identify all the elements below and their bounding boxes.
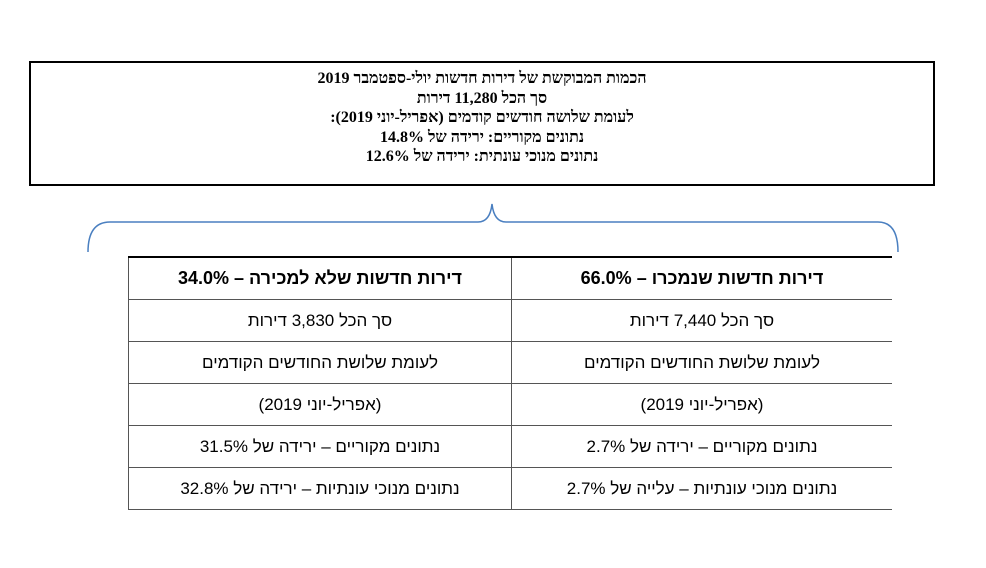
cell-sold-seasonal: נתונים מנוכי עונתיות – עלייה של 2.7% — [512, 468, 893, 510]
cell-unsold-total: סך הכל 3,830 דירות — [129, 300, 512, 342]
table-row — [129, 342, 893, 384]
brace-path — [88, 204, 898, 252]
table-row — [129, 384, 893, 426]
cell-sold-total: סך הכל 7,440 דירות — [512, 300, 893, 342]
header-sold: דירות חדשות שנמכרו – 66.0% — [512, 257, 893, 300]
cell-sold-original: נתונים מקוריים – ירידה של 2.7% — [512, 426, 893, 468]
summary-original-data: נתונים מקוריים: ירידה של 14.8% — [379, 128, 585, 146]
cell-unsold-seasonal: נתונים מנוכי עונתיות – ירידה של 32.8% — [129, 468, 512, 510]
split-table — [128, 256, 892, 510]
summary-seasonal-data: נתונים מנוכי עונתית: ירידה של 12.6% — [365, 148, 599, 165]
cell-unsold-period: (אפריל-יוני 2019) — [129, 384, 512, 426]
cell-unsold-original: נתונים מקוריים – ירידה של 31.5% — [129, 426, 512, 468]
summary-comparison: לעומת שלושה חודשים קודמים (אפריל-יוני 2019): — [330, 109, 634, 126]
table-row — [129, 257, 893, 300]
summary-title: הכמות המבוקשת של דירות חדשות יולי-ספטמבר 2019 — [317, 70, 647, 87]
table-row — [129, 468, 893, 510]
cell-sold-period: (אפריל-יוני 2019) — [512, 384, 893, 426]
summary-total: סך הכל 11,280 דירות — [416, 89, 548, 107]
cell-unsold-comparison: לעומת שלושת החודשים הקודמים — [129, 342, 512, 384]
header-unsold: דירות חדשות שלא למכירה – 34.0% — [129, 257, 512, 300]
cell-sold-comparison: לעומת שלושת החודשים הקודמים — [512, 342, 893, 384]
table-row — [129, 426, 893, 468]
table-row — [129, 300, 893, 342]
